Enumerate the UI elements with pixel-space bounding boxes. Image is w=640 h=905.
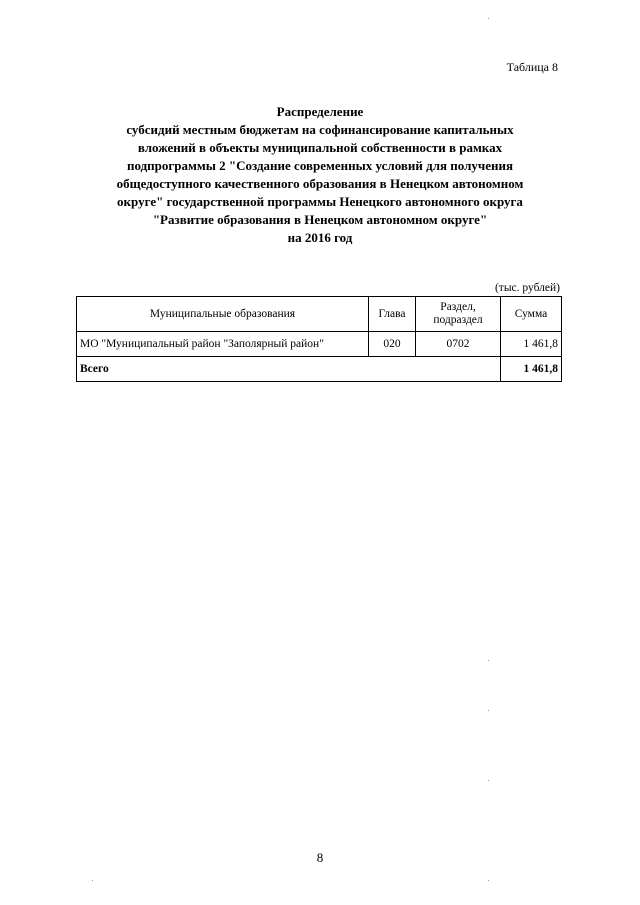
heading-line: подпрограммы 2 "Создание современных условий для получения: [126, 158, 514, 173]
header-municipality: Муниципальные образования: [77, 297, 369, 332]
heading-line: "Развитие образования в Ненецком автономном округе": [152, 212, 488, 227]
heading-line: округе" государственной программы Ненецкого автономного округа: [117, 194, 523, 209]
total-row: [77, 357, 562, 382]
header-section: [416, 297, 501, 332]
heading-line: общедоступного качественного образования в Ненецком автономном: [116, 176, 524, 191]
header-section-line2: подраздел: [433, 314, 483, 326]
header-chapter: Глава: [369, 297, 416, 332]
table-number-label: Таблица 8: [506, 60, 558, 74]
heading-line: на 2016 год: [287, 230, 353, 245]
header-section-line1: Раздел,: [440, 301, 476, 313]
heading-line: Распределение: [276, 104, 364, 119]
scan-speck: [92, 880, 93, 881]
cell-sum: 1 461,8: [501, 332, 562, 357]
header-sum: Сумма: [501, 297, 562, 332]
table-row: [77, 332, 562, 357]
units-note: (тыс. рублей): [494, 282, 560, 294]
scan-speck: [488, 780, 489, 781]
document-heading: [60, 103, 580, 247]
cell-section: 0702: [416, 332, 501, 357]
scan-speck: [488, 880, 489, 881]
scan-speck: [488, 710, 489, 711]
total-sum: 1 461,8: [501, 357, 562, 382]
scan-speck: [488, 18, 489, 19]
heading-line: субсидий местным бюджетам на софинансирование капитальных: [126, 122, 514, 137]
table-header-row: [77, 297, 562, 332]
cell-municipality: МО "Муниципальный район "Заполярный район": [77, 332, 369, 357]
subsidy-table: [76, 296, 562, 382]
total-label: Всего: [77, 357, 501, 382]
page-number: 8: [316, 850, 324, 865]
heading-line: вложений в объекты муниципальной собственности в рамках: [137, 140, 503, 155]
cell-chapter: 020: [369, 332, 416, 357]
scan-speck: [488, 660, 489, 661]
